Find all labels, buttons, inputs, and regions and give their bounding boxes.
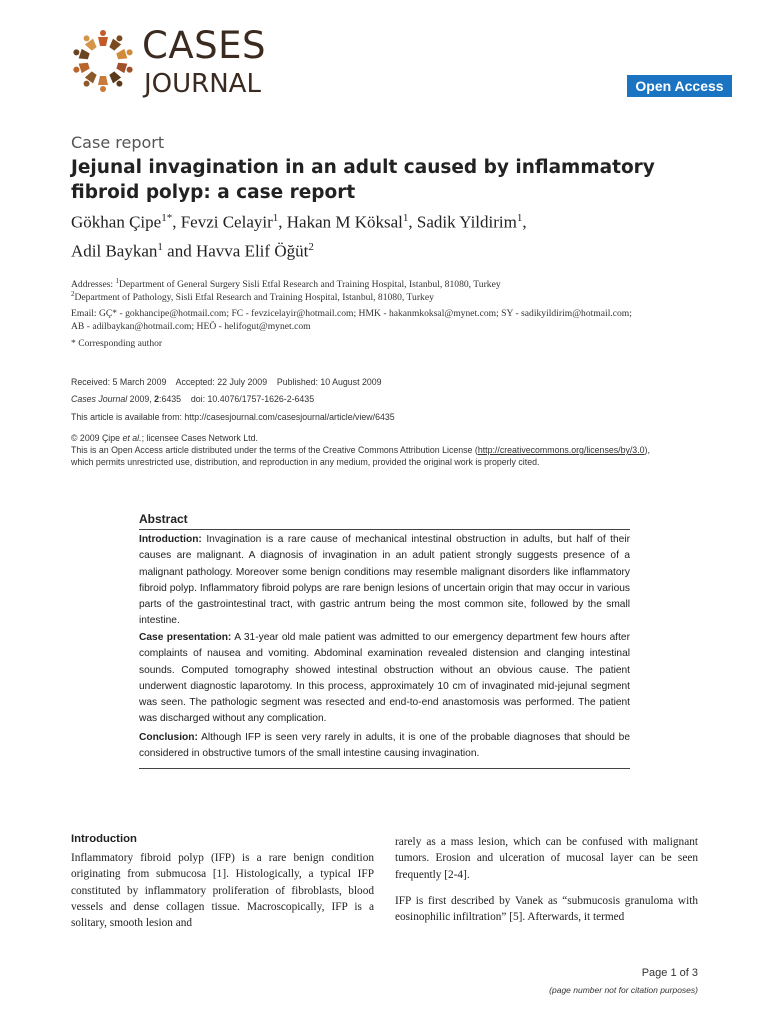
- journal-title-cases: CASES: [142, 24, 266, 67]
- author-affiliation-mark: 1*: [161, 212, 173, 224]
- copyright: © 2009 Çipe et al.; licensee Cases Network Ltd.: [71, 433, 258, 443]
- abstract-case-presentation: Case presentation: A 31-year old male patient was admitted to our emergency department few hours after complaints of nausea and vomiting. Abdominal examination revealed distension and clanging intestinal sounds. Computed tomography showed intestinal obstruction without an obvious cause. The patient underwent diagnostic laparotomy. In this process, approximately 10 cm of invaginated mid-jejunal segment was seen. The pathologic segment was resected and end-to-end anastomosis was performed. The patient was discharged without any complication.: [139, 632, 630, 725]
- corresponding-author-note: * Corresponding author: [71, 338, 163, 349]
- body-column-right-paragraph-2: IFP is first described by Vanek as “submucosis granuloma with eosinophilic infiltration” [5]. Afterwards, it termed: [395, 895, 698, 924]
- email-line-1: Email: GÇ* - gokhancipe@hotmail.com; FC - fevzicelayir@hotmail.com; HMK - hakanmkoksal@mynet.com; SY - sadikyildirim@hotmail.com;: [71, 308, 632, 319]
- logo-figure-icon: [81, 33, 98, 52]
- license-line-1: This is an Open Access article distributed under the terms of the Creative Commons Attribution License (http://creativecommons.org/licenses/by/3.0),: [71, 445, 650, 455]
- author-affiliation-mark: 1: [272, 212, 279, 224]
- abstract-introduction: Introduction: Invagination is a rare cause of mechanical intestinal obstruction in adults, but half of their causes are malignant. A diagnosis of invagination in an adult patient strongly suggests presence of a malignant pathology. Moreover some benign conditions may resemble malignant disorders like inflammatory fibroid polyp. Inflammatory fibroid polyps are rare benign lesions of uncertain origin that may occur in various parts of the gastrointestinal tract, with gastric antrum being the most common site, followed by the small intestine.: [139, 534, 630, 627]
- author-affiliation-mark: 1: [516, 212, 523, 224]
- author-name: Fevzi Celayir: [180, 212, 273, 232]
- author-name: Gökhan Çipe: [71, 212, 162, 232]
- journal-title-journal: JOURNAL: [144, 69, 261, 99]
- logo-figure-icon: [108, 70, 125, 89]
- license-line-2: which permits unrestricted use, distribution, and reproduction in any medium, provided the original work is properly cited.: [71, 457, 540, 467]
- page-number: Page 1 of 3: [641, 967, 698, 979]
- logo-figure-icon: [72, 47, 90, 61]
- body-column-left-paragraph: Inflammatory fibroid polyp (IFP) is a rare benign condition originating from submucosa [1]. Histologically, a typical IFP constituted by inflammatory proliferation of fibroblasts, blood vessels and dense collagen tissue. Macroscopically, IFP is a solitary, smooth lesion and: [71, 852, 374, 930]
- cases-journal-logo-icon: [68, 26, 138, 96]
- author-name: Sadik Yildirim: [416, 212, 517, 232]
- logo-figure-icon: [98, 76, 108, 92]
- article-type: Case report: [71, 133, 165, 152]
- logo-figure-icon: [72, 61, 90, 75]
- section-heading-introduction: Introduction: [71, 833, 137, 845]
- author-name: Adil Baykan: [71, 241, 158, 261]
- author-list: Gökhan Çipe$^{1*}$, Fevzi Celayir$^1$, Hakan M Köksal$^1$, Sadik Yildirim$^1$, Adil Baykan$^1$ and Havva Elif Öğüt$^2$: [71, 212, 527, 261]
- address-line-1: Addresses: $^1$Department of General Surgery Sisli Etfal Research and Training Hospital, Istanbul, 81080, Turkey: [71, 277, 501, 291]
- logo-figure-icon: [116, 61, 134, 75]
- citation: Cases Journal 2009, 2:6435 doi: 10.4076/1757-1626-2-6435: [71, 394, 315, 404]
- open-access-badge: Open Access: [627, 75, 732, 97]
- email-line-2: AB - adilbaykan@hotmail.com; HEÖ - helifogut@mynet.com: [71, 321, 311, 332]
- logo-figure-icon: [116, 47, 134, 61]
- author-affiliation-mark: 1: [402, 212, 409, 224]
- page-number-note: (page number not for citation purposes): [549, 985, 698, 995]
- logo-figure-icon: [108, 33, 125, 52]
- abstract-conclusion: Conclusion: Although IFP is seen very rarely in adults, it is one of the probable diagnoses that should be considered in obstructive tumors of the small intestine causing invagination.: [139, 732, 630, 760]
- author-affiliation-mark: 2: [308, 240, 314, 253]
- article-url[interactable]: This article is available from: http://casesjournal.com/casesjournal/article/view/6435: [71, 412, 395, 422]
- abstract-divider-top: [139, 529, 630, 530]
- body-column-right-paragraph-1: rarely as a mass lesion, which can be confused with malignant tumors. Erosion and ulceration of mucosal layer can be seen frequently [2-4].: [395, 836, 698, 881]
- article-title: Jejunal invagination in an adult caused by inflammatory fibroid polyp: a case report: [71, 157, 655, 203]
- author-name: Havva Elif Öğüt: [195, 241, 309, 261]
- abstract-divider-bottom: [139, 768, 630, 769]
- address-line-2: $^2$Department of Pathology, Sisli Etfal Research and Training Hospital, Istanbul, 81080, Turkey: [71, 290, 434, 304]
- author-affiliation-mark: 1: [157, 240, 163, 253]
- license-link[interactable]: http://creativecommons.org/licenses/by/3.0: [477, 445, 645, 455]
- publication-dates: Received: 5 March 2009 Accepted: 22 July 2009 Published: 10 August 2009: [71, 377, 382, 387]
- abstract-heading: Abstract: [139, 512, 188, 526]
- author-name: Hakan M Köksal: [286, 212, 403, 232]
- logo-figure-icon: [81, 70, 98, 89]
- logo-figure-icon: [98, 30, 108, 46]
